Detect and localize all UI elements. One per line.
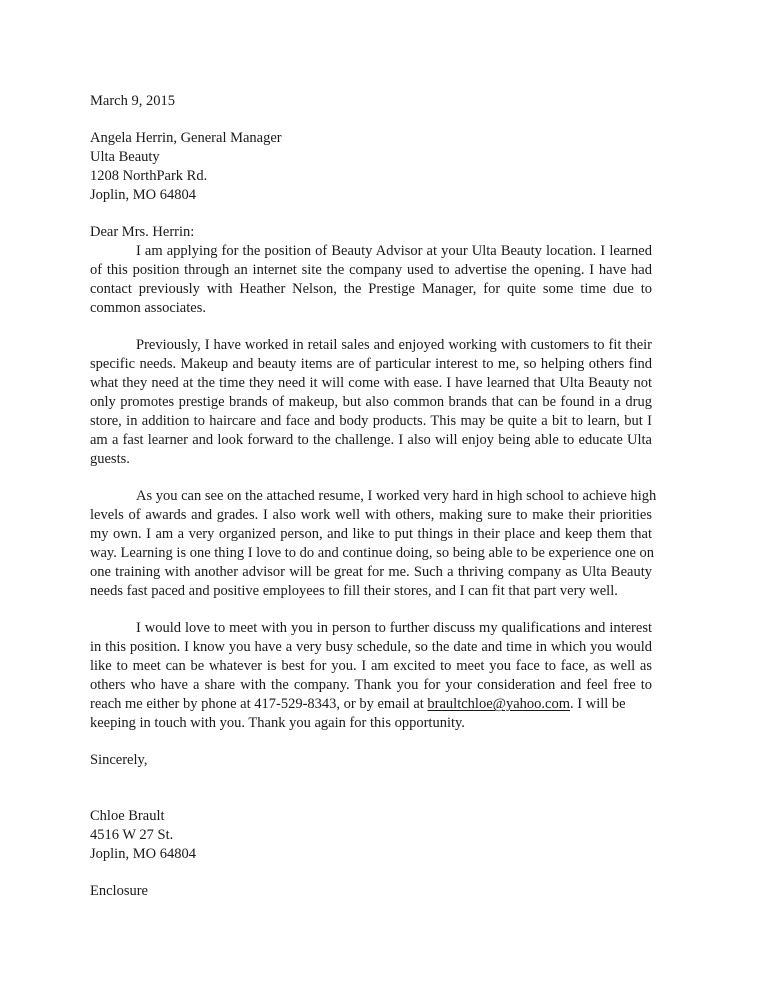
email-line-suffix: . I will be (570, 696, 626, 712)
recipient-company: Ulta Beauty (90, 149, 160, 165)
paragraph-3-line: way. Learning is one thing I love to do and continue doing, so being able to be experience one on (90, 545, 654, 561)
paragraph-2-line: am a fast learner and look forward to the challenge. I also will enjoy being able to educate Ulta (90, 432, 652, 448)
sender-street: 4516 W 27 St. (90, 827, 174, 843)
paragraph-4-line: like to meet can be whatever is best for you. I am excited to meet you face to face, as well as (90, 658, 652, 674)
paragraph-2-line: store, in addition to haircare and face and body products. This may be quite a bit to learn, but I (90, 413, 652, 429)
paragraph-1-line: contact previously with Heather Nelson, the Prestige Manager, for quite some time due to (90, 281, 652, 297)
recipient-name-title: Angela Herrin, General Manager (90, 130, 282, 146)
recipient-street: 1208 NorthPark Rd. (90, 168, 208, 184)
paragraph-4-line: others who have a share with the company. Thank you for your consideration and feel free to (90, 677, 652, 693)
sender-name: Chloe Brault (90, 808, 165, 824)
paragraph-3-line: one training with another advisor will be great for me. Such a thriving company as Ulta Beauty (90, 564, 652, 580)
paragraph-4-line: I would love to meet with you in person to further discuss my qualifications and interest (136, 620, 652, 636)
paragraph-4-line: in this position. I know you have a very busy schedule, so the date and time in which you would (90, 639, 652, 655)
paragraph-2-line: what they need at the time they need it will come with ease. I have learned that Ulta Beauty not (90, 375, 652, 391)
paragraph-3-line: needs fast paced and positive employees to fill their stores, and I can fit that part very well. (90, 583, 618, 599)
paragraph-1-line: common associates. (90, 300, 206, 316)
closing: Sincerely, (90, 752, 148, 768)
letter-date: March 9, 2015 (90, 93, 175, 109)
paragraph-2-line: only promotes prestige brands of makeup, but also common brands that can be found in a drug (90, 394, 652, 410)
paragraph-4-email-line (90, 695, 626, 714)
salutation: Dear Mrs. Herrin: (90, 224, 195, 240)
sender-city: Joplin, MO 64804 (90, 846, 196, 862)
enclosure-note: Enclosure (90, 883, 148, 899)
paragraph-3-line: levels of awards and grades. I also work well with others, making sure to make their priorities (90, 507, 652, 523)
paragraph-3-line: my own. I am a very organized person, and like to put things in their place and keep them that (90, 526, 652, 542)
email-link[interactable]: braultchloe@yahoo.com (427, 696, 571, 712)
paragraph-1-line: I am applying for the position of Beauty Advisor at your Ulta Beauty location. I learned (136, 243, 652, 259)
email-line-prefix: reach me either by phone at 417-529-8343, or by email at (90, 696, 428, 712)
recipient-city: Joplin, MO 64804 (90, 187, 196, 203)
paragraph-2-line: Previously, I have worked in retail sales and enjoyed working with customers to fit their (136, 337, 652, 353)
paragraph-1-line: of this position through an internet site the company used to advertise the opening. I have had (90, 262, 652, 278)
paragraph-4-line: keeping in touch with you. Thank you again for this opportunity. (90, 715, 465, 731)
paragraph-3-line: As you can see on the attached resume, I worked very hard in high school to achieve high (136, 488, 657, 504)
paragraph-2-line: specific needs. Makeup and beauty items are of particular interest to me, so helping others find (90, 356, 652, 372)
paragraph-2-line: guests. (90, 451, 130, 467)
